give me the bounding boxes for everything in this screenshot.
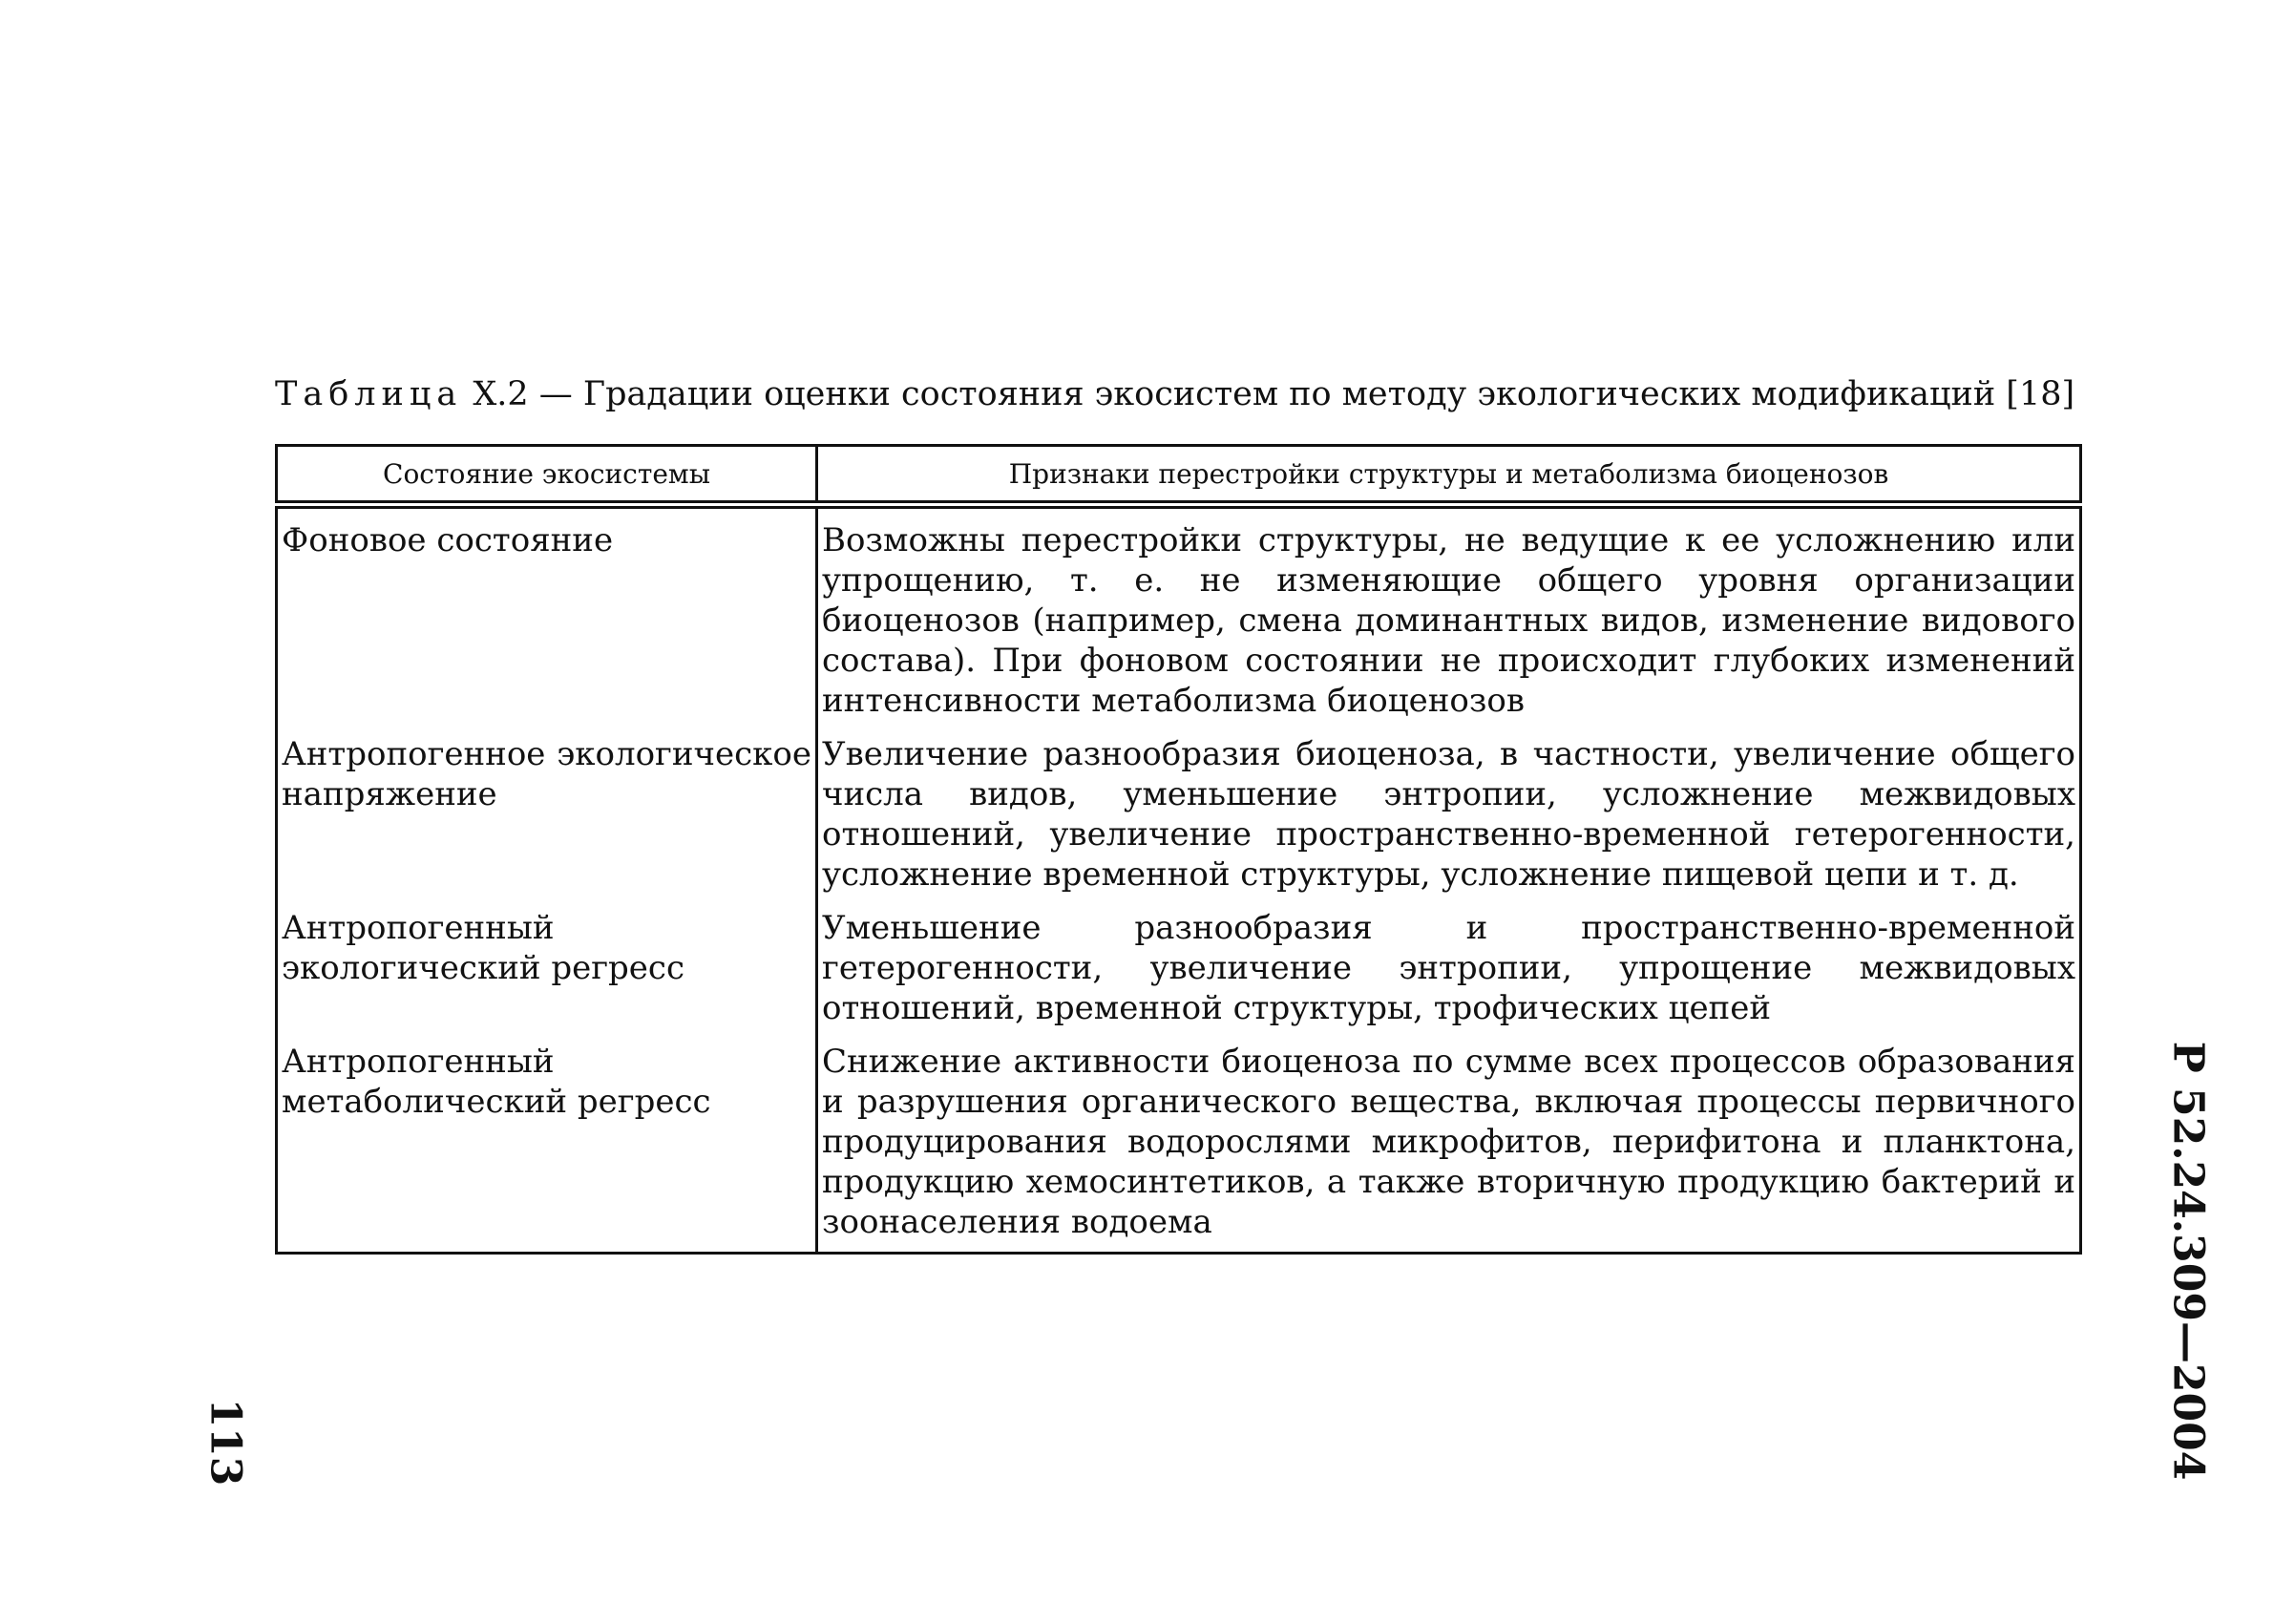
table-row	[277, 734, 2081, 908]
table-header-row	[277, 446, 2081, 505]
document-code: Р 52.24.309—2004	[2163, 1041, 2213, 1481]
table-row	[277, 505, 2081, 735]
row-signs-cell: Возможны перестройки структуры, не ведущие к ее усложнению или упрощению, т. е. не изменяющие общего уровня организации биоценозов (например, смена доминантных видов, изменение видового состава). При фоновом состоянии не происходит глубоких изменений интенсивности метаболизма биоценозов	[817, 505, 2081, 735]
row-signs-cell: Увеличение разнообразия биоценоза, в частности, увеличение общего числа видов, уменьшение энтропии, усложнение межвидовых отношений, увеличение пространственно-временной гетерогенности, усложнение временной структуры, усложнение пищевой цепи и т. д.	[817, 734, 2081, 908]
page-number: 113	[200, 1398, 250, 1487]
row-state-cell: Антропогенный экологический регресс	[277, 908, 817, 1042]
row-signs-cell: Уменьшение разнообразия и пространственно-временной гетерогенности, увеличение энтропии, упрощение межвидовых отношений, временной структуры, трофических цепей	[817, 908, 2081, 1042]
row-state-cell: Фоновое состояние	[277, 505, 817, 735]
row-state-cell: Антропогенное экологическое напряжение	[277, 734, 817, 908]
table-row	[277, 1042, 2081, 1254]
header-signs: Признаки перестройки структуры и метаболизма биоценозов	[817, 446, 2081, 505]
table-caption-label: Таблица	[275, 375, 463, 413]
row-state-cell: Антропогенный метаболический регресс	[277, 1042, 817, 1254]
table-caption	[275, 372, 2089, 416]
table-row	[277, 908, 2081, 1042]
header-state: Состояние экосистемы	[277, 446, 817, 505]
gradation-table	[275, 444, 2082, 1255]
table-caption-text: Х.2 — Градации оценки состояния экосистем по методу экологических модификаций [18]	[473, 375, 2075, 413]
row-signs-cell: Снижение активности биоценоза по сумме всех процессов образования и разрушения органического вещества, включая процессы первичного продуцирования водорослями микрофитов, перифитона и планктона, продукцию хемосинтетиков, а также вторичную продукцию бактерий и зоонаселения водоема	[817, 1042, 2081, 1254]
